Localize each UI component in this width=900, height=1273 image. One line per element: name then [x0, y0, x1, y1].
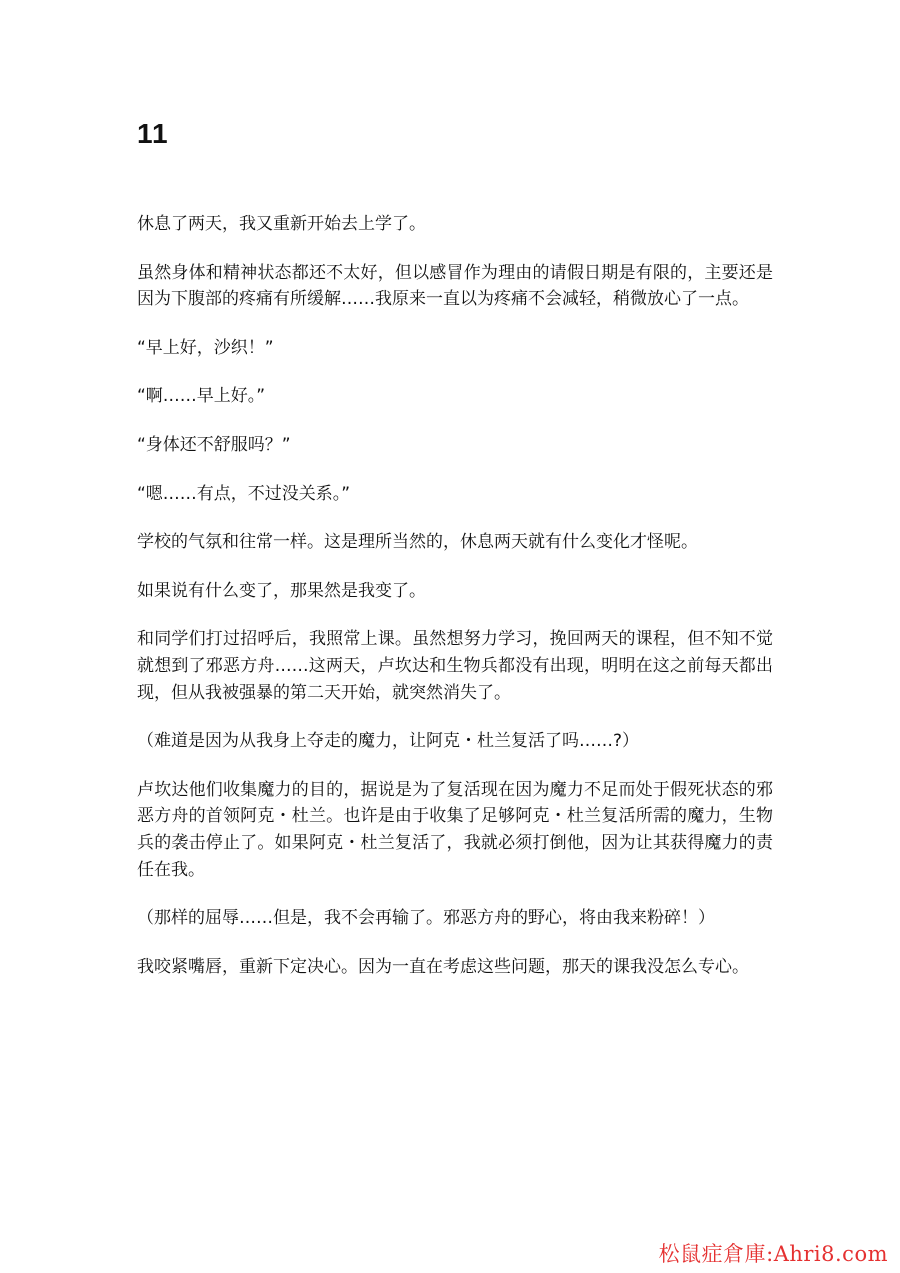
inner-monologue: （那样的屈辱……但是，我不会再输了。邪恶方舟的野心，将由我来粉碎！） — [137, 908, 715, 929]
paragraph: 虽然身体和精神状态都还不太好，但以感冒作为理由的请假日期是有限的，主要还是因为下腹部的疼痛有所缓解……我原来一直以为疼痛不会减轻，稍微放心了一点。 — [137, 262, 773, 310]
inner-monologue: （难道是因为从我身上夺走的魔力，让阿克・杜兰复活了吗……?） — [137, 731, 640, 752]
site-watermark: 松鼠症倉庫:Ahri8.com — [658, 1242, 888, 1266]
dialogue-line: “身体还不舒服吗？” — [137, 434, 291, 455]
paragraph: 卢坎达他们收集魔力的目的，据说是为了复活现在因为魔力不足而处于假死状态的邪恶方舟的首领阿克・杜兰。也许是由于收集了足够阿克・杜兰复活所需的魔力，生物兵的袭击停止了。如果阿克・杜兰复活了，我就必须打倒他，因为让其获得魔力的责任在我。 — [137, 779, 773, 880]
paragraph: 我咬紧嘴唇，重新下定决心。因为一直在考虑这些问题，那天的课我没怎么专心。 — [137, 956, 749, 977]
paragraph: 学校的气氛和往常一样。这是理所当然的，休息两天就有什么变化才怪呢。 — [137, 532, 698, 553]
chapter-number: 11 — [137, 118, 169, 149]
paragraph: 休息了两天，我又重新开始去上学了。 — [137, 214, 426, 234]
paragraph: 如果说有什么变了，那果然是我变了。 — [137, 580, 426, 601]
paragraph: 和同学们打过招呼后，我照常上课。虽然想努力学习，挽回两天的课程，但不知不觉就想到了邪恶方舟……这两天，卢坎达和生物兵都没有出现，明明在这之前每天都出现，但从我被强暴的第二天开始，就突然消失了。 — [137, 629, 773, 703]
dialogue-line: “嗯……有点，不过没关系。” — [137, 483, 351, 504]
chapter-body — [137, 211, 773, 1002]
dialogue-line: “早上好，沙织！” — [137, 337, 274, 358]
dialogue-line: “啊……早上好。” — [137, 386, 266, 407]
